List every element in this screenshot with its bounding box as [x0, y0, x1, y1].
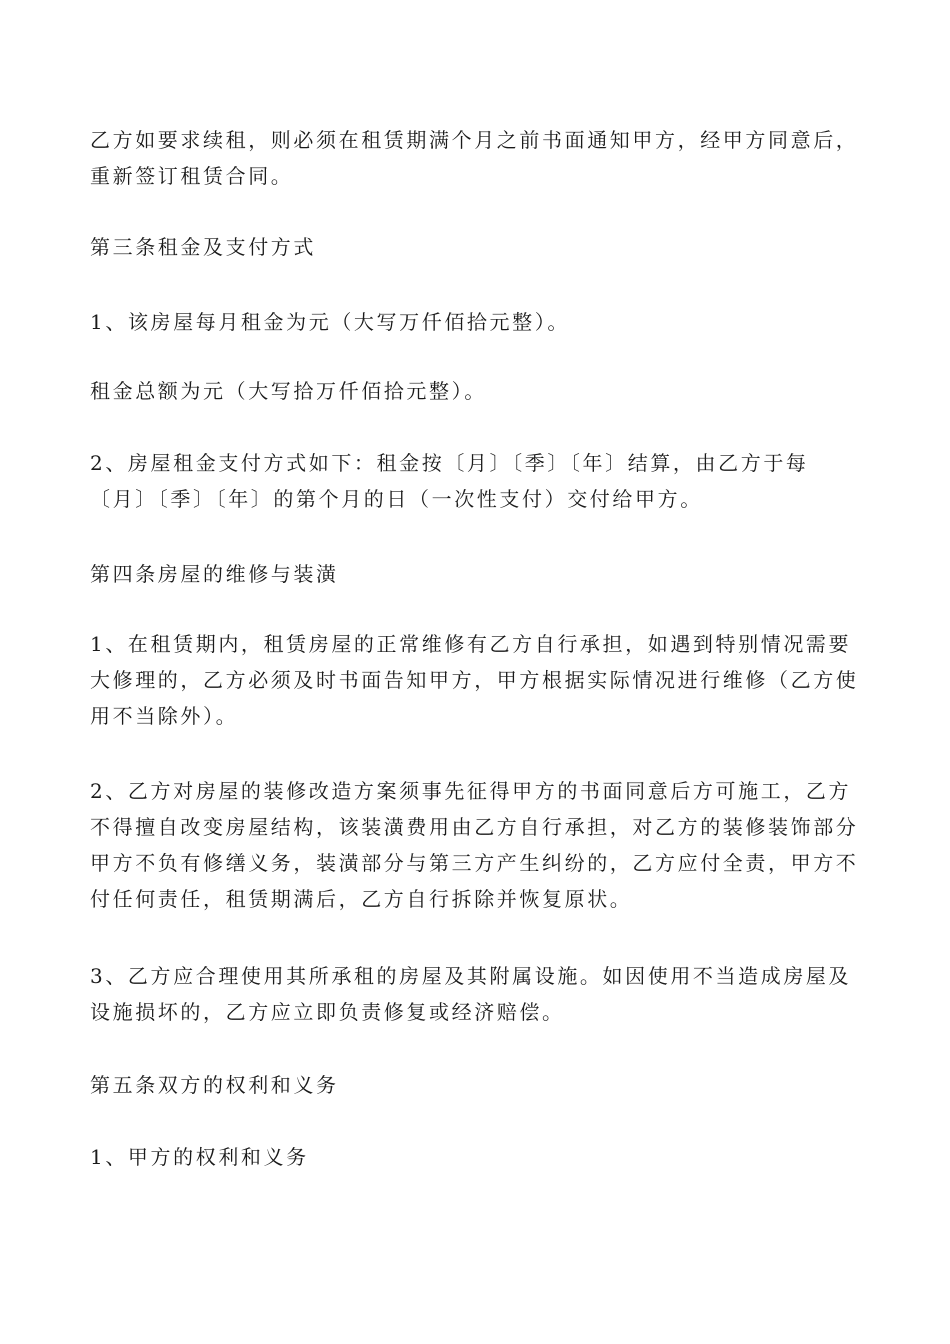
maintenance-clause: 1、在租赁期内，租赁房屋的正常维修有乙方自行承担，如遇到特别情况需要大修理的，乙方必须及时书面告知甲方，甲方根据实际情况进行维修（乙方使用不当除外）。 [90, 632, 859, 728]
article-4-heading: 第四条房屋的维修与装潢 [90, 562, 339, 586]
total-rent-clause: 租金总额为元（大写拾万仟佰拾元整）。 [90, 379, 487, 403]
proper-use-clause: 3、乙方应合理使用其所承租的房屋及其附属设施。如因使用不当造成房屋及设施损坏的，乙方应立即负责修复或经济赔偿。 [90, 964, 852, 1024]
article-3-heading: 第三条租金及支付方式 [90, 235, 316, 259]
renovation-clause: 2、乙方对房屋的装修改造方案须事先征得甲方的书面同意后方可施工，乙方不得擅自改变房屋结构，该装潢费用由乙方自行承担，对乙方的装修装饰部分甲方不负有修缮义务，装潢部分与第三方产生纠纷的，乙方应付全责，甲方不付任何责任，租赁期满后，乙方自行拆除并恢复原状。 [90, 779, 859, 911]
monthly-rent-clause: 1、该房屋每月租金为元（大写万仟佰拾元整）。 [90, 310, 570, 334]
article-5-heading: 第五条双方的权利和义务 [90, 1073, 339, 1097]
party-a-rights-heading: 1、甲方的权利和义务 [90, 1145, 309, 1169]
payment-method-clause: 2、房屋租金支付方式如下：租金按〔月〕〔季〕〔年〕结算，由乙方于每〔月〕〔季〕〔年〕的第个月的日（一次性支付）交付给甲方。 [90, 451, 809, 511]
renewal-paragraph: 乙方如要求续租，则必须在租赁期满个月之前书面通知甲方，经甲方同意后，重新签订租赁合同。 [90, 128, 859, 188]
